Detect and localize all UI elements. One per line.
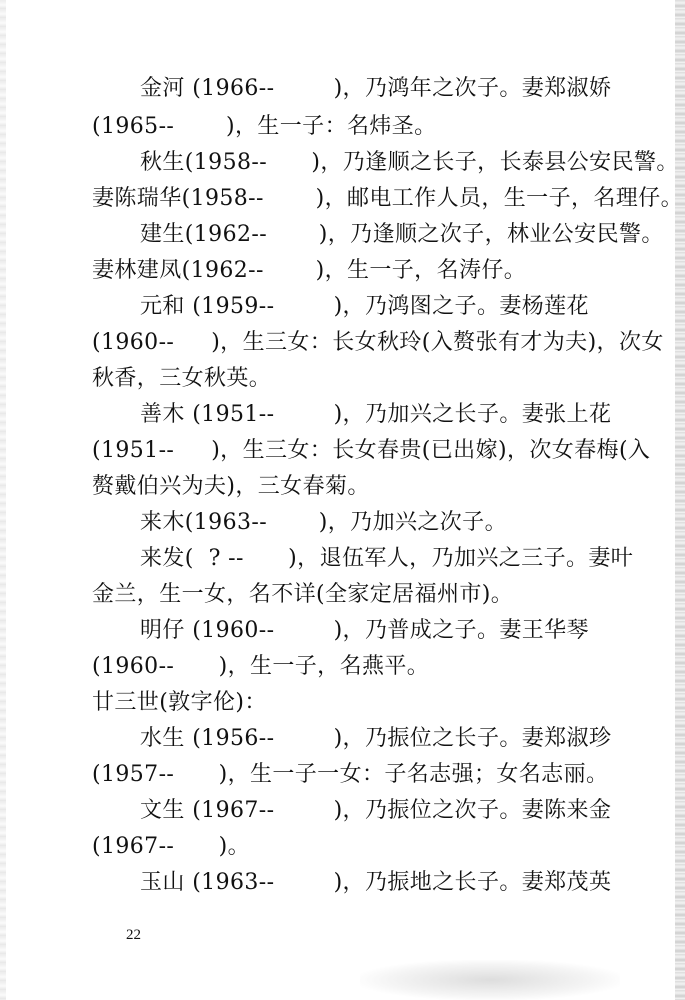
entry-laimu-line-1: 来木(1963-- )，乃加兴之次子。 — [140, 510, 507, 535]
entry-yuanhe-line-3: 秋香，三女秋英。 — [92, 366, 272, 391]
entry-qiusheng-line-2: 妻陈瑞华(1958-- )，邮电工作人员，生一子，名理仔。 — [92, 186, 683, 211]
entry-jiansheng-line-1: 建生(1962-- )，乃逢顺之次子，林业公安民警。 — [140, 222, 664, 247]
entry-laifa-line-1: 来发( ? -- )，退伍军人，乃加兴之三子。妻叶 — [140, 546, 634, 571]
entry-laifa-line-2: 金兰，生一女，名不详(全家定居福州市)。 — [92, 582, 514, 607]
entry-jinhe-line-1: 金河 (1966-- )，乃鸿年之次子。妻郑淑娇 — [140, 76, 612, 101]
generation-heading: 廿三世(敦字伦)： — [92, 690, 267, 715]
page-number: 22 — [126, 927, 141, 943]
entry-shanmu-line-1: 善木 (1951-- )，乃加兴之长子。妻张上花 — [140, 402, 612, 427]
entry-shanmu-line-3: 赘戴伯兴为夫)，三女春菊。 — [92, 474, 370, 499]
entry-jinhe-line-2: (1965-- )，生一子：名炜圣。 — [92, 114, 437, 139]
entry-jiansheng-line-2: 妻林建凤(1962-- )，生一子，名涛仔。 — [92, 258, 527, 283]
entry-qiusheng-line-1: 秋生(1958-- )，乃逢顺之长子，长泰县公安民警。 — [140, 150, 679, 175]
entry-mingzai-line-2: (1960-- )，生一子，名燕平。 — [92, 654, 430, 679]
entry-shanmu-line-2: (1951-- )，生三女：长女春贵(已出嫁)，次女春梅(入 — [92, 438, 651, 463]
entry-mingzai-line-1: 明仔 (1960-- )，乃普成之子。妻王华琴 — [140, 618, 589, 643]
entry-shuisheng-line-2: (1957-- )，生一子一女：子名志强；女名志丽。 — [92, 762, 609, 787]
scan-smudge — [360, 960, 620, 1000]
entry-yuanhe-line-1: 元和 (1959-- )，乃鸿图之子。妻杨莲花 — [140, 294, 589, 319]
entry-yushan-line-1: 玉山 (1963-- )，乃振地之长子。妻郑茂英 — [140, 870, 612, 895]
entry-wensheng-line-2: (1967-- )。 — [92, 834, 250, 859]
entry-wensheng-line-1: 文生 (1967-- )，乃振位之次子。妻陈来金 — [140, 798, 612, 823]
entry-shuisheng-line-1: 水生 (1956-- )，乃振位之长子。妻郑淑珍 — [140, 726, 612, 751]
scan-edge-left — [0, 0, 6, 1000]
entry-yuanhe-line-2: (1960-- )，生三女：长女秋玲(入赘张有才为夫)，次女 — [92, 330, 664, 355]
